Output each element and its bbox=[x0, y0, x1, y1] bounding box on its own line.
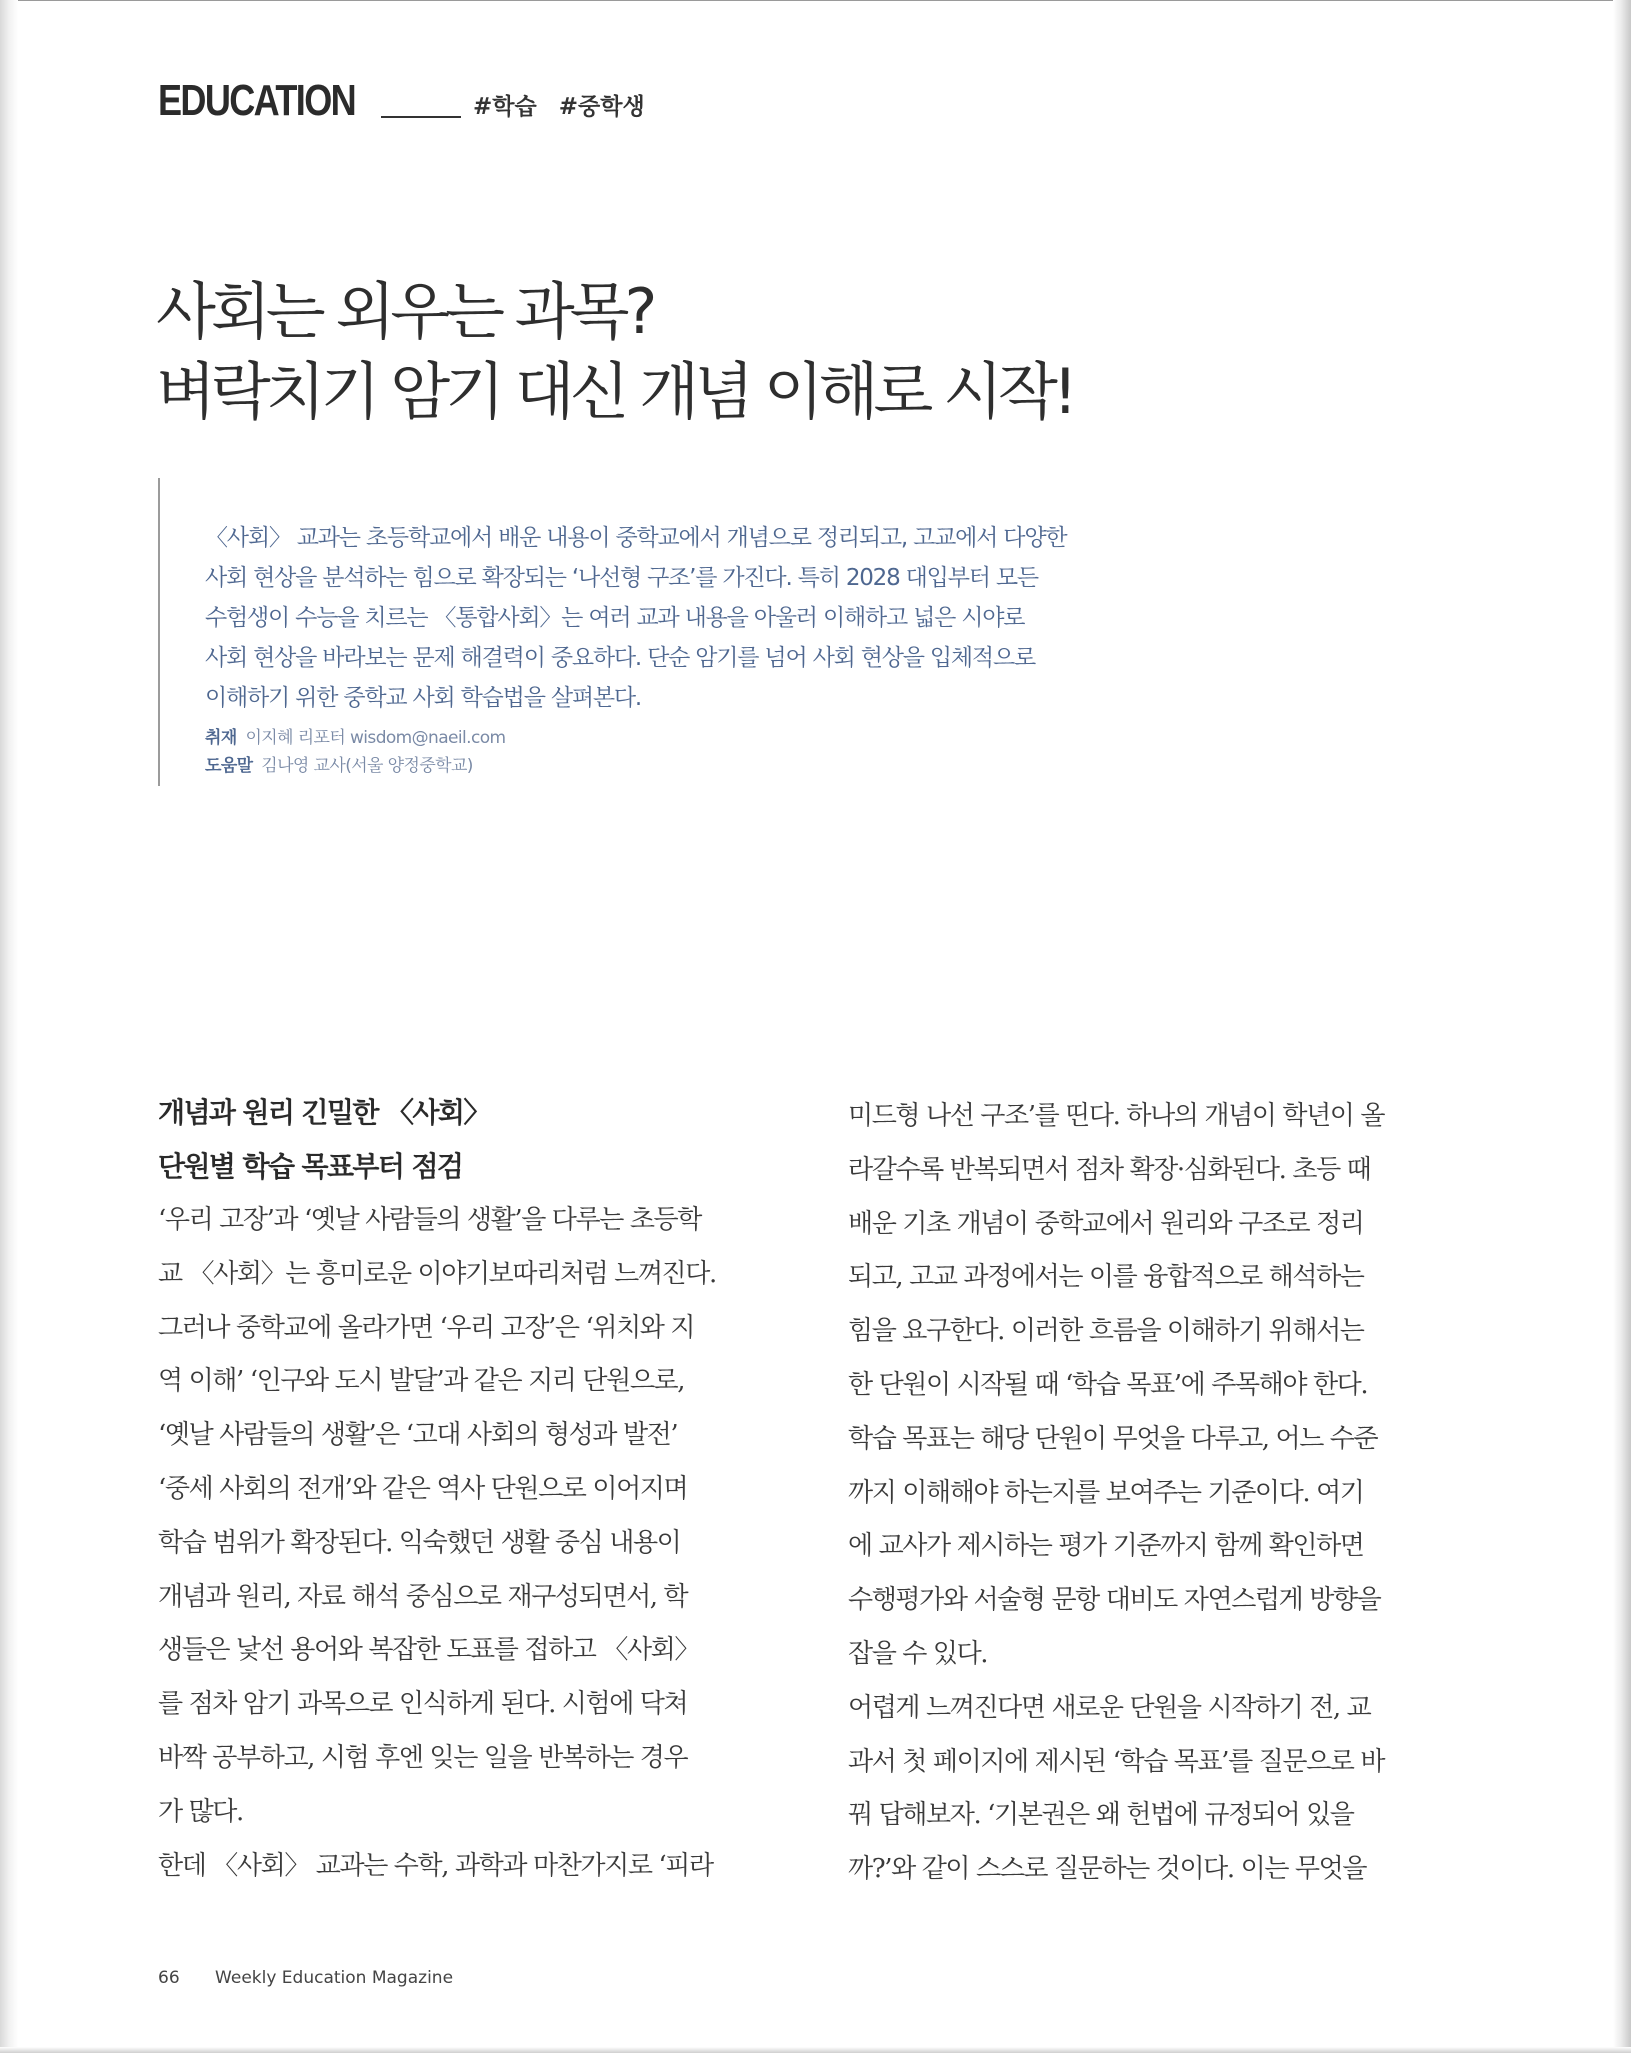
body-line: 라갈수록 반복되면서 점차 확장·심화된다. 초등 때 bbox=[848, 1154, 1371, 1185]
page-spine-shadow bbox=[0, 0, 18, 2053]
reporter-label: 취재 bbox=[205, 728, 237, 748]
body-line: 까?’와 같이 스스로 질문하는 것이다. 이는 무엇을 bbox=[848, 1854, 1367, 1885]
helper-credit bbox=[205, 752, 505, 780]
body-line: ‘중세 사회의 전개’와 같은 역사 단원으로 이어지며 bbox=[158, 1473, 688, 1504]
reporter-name: 이지혜 리포터 wisdom@naeil.com bbox=[245, 728, 506, 748]
lead-line: 〈사회〉 교과는 초등학교에서 배운 내용이 중학교에서 개념으로 정리되고, 고교에서 다양한 bbox=[205, 525, 1067, 551]
body-line: 가 많다. bbox=[158, 1796, 243, 1827]
body-line: 개념과 원리, 자료 해석 중심으로 재구성되면서, 학 bbox=[158, 1581, 688, 1612]
body-line: 그러나 중학교에 올라가면 ‘우리 고장’은 ‘위치와 지 bbox=[158, 1312, 695, 1343]
page-number: 66 bbox=[158, 1968, 180, 1988]
publication-name: Weekly Education Magazine bbox=[215, 1968, 454, 1988]
body-line: 를 점차 암기 과목으로 인식하게 된다. 시험에 닥쳐 bbox=[158, 1689, 688, 1720]
lead-line: 이해하기 위한 중학교 사회 학습법을 살펴본다. bbox=[205, 685, 642, 711]
section-tags bbox=[473, 88, 659, 121]
body-line: 배운 기초 개념이 중학교에서 원리와 구조로 정리 bbox=[848, 1208, 1364, 1239]
body-line: 학습 목표는 해당 단원이 무엇을 다루고, 어느 수준 bbox=[848, 1423, 1378, 1454]
lead-accent-bar bbox=[158, 478, 160, 786]
body-line: ‘우리 고장’과 ‘옛날 사람들의 생활’을 다루는 초등학 bbox=[158, 1205, 701, 1235]
helper-label: 도움말 bbox=[205, 756, 253, 776]
tag: #중학생 bbox=[558, 94, 645, 120]
lead-line: 사회 현상을 바라보는 문제 해결력이 중요하다. 단순 암기를 넘어 사회 현상을 입체적으로 bbox=[205, 645, 1035, 671]
helper-name: 김나영 교사(서울 양정중학교) bbox=[261, 756, 473, 776]
body-line: 학습 범위가 확장된다. 익숙했던 생활 중심 내용이 bbox=[158, 1527, 681, 1558]
article-headline bbox=[156, 272, 1456, 432]
headline-line: 벼락치기 암기 대신 개념 이해로 시작! bbox=[156, 355, 1073, 428]
body-line: 되고, 고교 과정에서는 이를 융합적으로 해석하는 bbox=[848, 1262, 1364, 1293]
headline-line: 사회는 외우는 과목? bbox=[156, 275, 653, 348]
body-line: 꿔 답해보자. ‘기본권은 왜 헌법에 규정되어 있을 bbox=[848, 1800, 1354, 1831]
body-line: 수행평가와 서술형 문항 대비도 자연스럽게 방향을 bbox=[848, 1585, 1381, 1616]
body-line: 생들은 낯선 용어와 복잡한 도표를 접하고 〈사회〉 bbox=[158, 1635, 699, 1666]
lead-line: 사회 현상을 분석하는 힘으로 확장되는 ‘나선형 구조’를 가진다. 특히 2028 대입부터 모든 bbox=[205, 565, 1038, 591]
subhead-line: 단원별 학습 목표부터 점검 bbox=[158, 1150, 463, 1183]
body-line: 까지 이해해야 하는지를 보여주는 기준이다. 여기 bbox=[848, 1477, 1364, 1508]
page-footer bbox=[158, 1968, 453, 1988]
section-divider bbox=[381, 116, 461, 118]
lead-line: 수험생이 수능을 치르는 〈통합사회〉는 여러 교과 내용을 아울러 이해하고 넓은 시야로 bbox=[205, 605, 1025, 631]
body-line: 과서 첫 페이지에 제시된 ‘학습 목표’를 질문으로 바 bbox=[848, 1746, 1385, 1777]
section-name: EDUCATION bbox=[158, 76, 356, 125]
body-line: 교 〈사회〉는 흥미로운 이야기보따리처럼 느껴진다. bbox=[158, 1258, 716, 1289]
body-line: 에 교사가 제시하는 평가 기준까지 함께 확인하면 bbox=[848, 1531, 1364, 1562]
page-edge-shadow bbox=[1613, 0, 1631, 2053]
page-bottom-shadow bbox=[0, 2047, 1631, 2053]
body-line: 바짝 공부하고, 시험 후엔 잊는 일을 반복하는 경우 bbox=[158, 1742, 688, 1773]
reporter-credit bbox=[205, 724, 505, 752]
body-line: ‘옛날 사람들의 생활’은 ‘고대 사회의 형성과 발전’ bbox=[158, 1420, 678, 1451]
body-line: 한 단원이 시작될 때 ‘학습 목표’에 주목해야 한다. bbox=[848, 1369, 1368, 1400]
body-line: 한데 〈사회〉 교과는 수학, 과학과 마찬가지로 ‘피라 bbox=[158, 1850, 713, 1881]
section-header bbox=[158, 78, 659, 124]
body-line: 미드형 나선 구조’를 띤다. 하나의 개념이 학년이 올 bbox=[848, 1101, 1385, 1131]
subhead-line: 개념과 원리 긴밀한 〈사회〉 bbox=[158, 1096, 490, 1129]
body-column-right bbox=[848, 1090, 1468, 1897]
body-line: 어렵게 느껴진다면 새로운 단원을 시작하기 전, 교 bbox=[848, 1692, 1371, 1723]
body-line: 힘을 요구한다. 이러한 흐름을 이해하기 위해서는 bbox=[848, 1316, 1364, 1347]
tag: #학습 bbox=[473, 94, 537, 120]
body-column-left bbox=[158, 1086, 778, 1893]
body-line: 잡을 수 있다. bbox=[848, 1638, 988, 1669]
article-credits bbox=[205, 724, 505, 780]
body-line: 역 이해’ ‘인구와 도시 발달’과 같은 지리 단원으로, bbox=[158, 1366, 685, 1397]
article-lead bbox=[205, 518, 1205, 718]
